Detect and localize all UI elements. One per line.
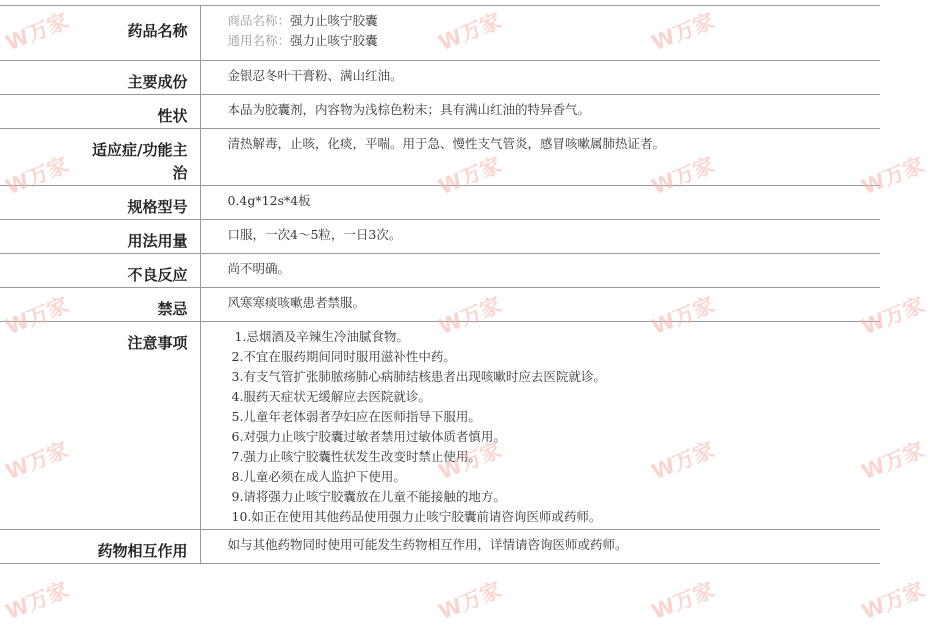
label-specification: 规格型号 xyxy=(0,186,200,220)
value-specification: 0.4g*12s*4板 xyxy=(200,186,880,220)
trade-name: 强力止咳宁胶囊 xyxy=(290,13,378,28)
list-item: 9.请将强力止咳宁胶囊放在儿童不能接触的地方。 xyxy=(231,489,506,504)
label-appearance: 性状 xyxy=(0,95,200,129)
watermark-logo: W万家 xyxy=(2,437,72,485)
label-drug-interactions: 药物相互作用 xyxy=(0,530,200,564)
label-precautions: 注意事项 xyxy=(0,322,200,530)
row-appearance xyxy=(0,95,880,129)
precautions-list xyxy=(228,327,881,527)
value-contraindications: 风寒寒痰咳嗽患者禁服。 xyxy=(200,288,880,322)
watermark-logo: W万家 xyxy=(435,8,505,56)
value-ingredients: 金银忍冬叶干膏粉、满山红油。 xyxy=(200,61,880,95)
value-appearance: 本品为胶囊剂，内容物为浅棕色粉末；具有满山红油的特异香气。 xyxy=(200,95,880,129)
watermark-logo: W万家 xyxy=(648,292,718,340)
label-indications xyxy=(0,129,200,186)
label-drug-name: 药品名称 xyxy=(0,6,200,61)
generic-name: 强力止咳宁胶囊 xyxy=(290,33,378,48)
watermark-logo: W万家 xyxy=(648,577,718,625)
watermark-logo: W万家 xyxy=(435,152,505,200)
watermark-logo: W万家 xyxy=(435,577,505,625)
label-ingredients: 主要成份 xyxy=(0,61,200,95)
label-indications-line2: 治 xyxy=(172,164,188,182)
label-contraindications: 禁忌 xyxy=(0,288,200,322)
watermark-logo: W万家 xyxy=(858,577,928,625)
watermark-logo: W万家 xyxy=(858,292,928,340)
row-drug-interactions xyxy=(0,530,880,564)
watermark-logo: W万家 xyxy=(435,292,505,340)
list-item: 3.有支气管扩张肺脓疡肺心病肺结核患者出现咳嗽时应去医院就诊。 xyxy=(231,369,606,384)
row-drug-name xyxy=(0,6,880,61)
list-item: 2.不宜在服药期间同时服用滋补性中药。 xyxy=(231,349,456,364)
row-specification xyxy=(0,186,880,220)
label-dosage: 用法用量 xyxy=(0,220,200,254)
value-dosage: 口服，一次4～5粒，一日3次。 xyxy=(200,220,880,254)
label-indications-line1: 适应症/功能主 xyxy=(92,141,188,159)
list-item: 7.强力止咳宁胶囊性状发生改变时禁止使用。 xyxy=(231,449,481,464)
watermark-logo: W万家 xyxy=(648,8,718,56)
list-item: 5.儿童年老体弱者孕妇应在医师指导下服用。 xyxy=(231,409,481,424)
value-indications: 清热解毒，止咳，化痰，平喘。用于急、慢性支气管炎，感冒咳嗽属肺热证者。 xyxy=(200,129,880,186)
watermark-logo: W万家 xyxy=(2,152,72,200)
value-drug-interactions: 如与其他药物同时使用可能发生药物相互作用，详情请咨询医师或药师。 xyxy=(200,530,880,564)
row-adverse-reactions xyxy=(0,254,880,288)
row-indications xyxy=(0,129,880,186)
watermark-logo: W万家 xyxy=(648,152,718,200)
row-precautions xyxy=(0,322,880,530)
watermark-logo: W万家 xyxy=(858,437,928,485)
row-dosage xyxy=(0,220,880,254)
list-item: 4.服药天症状无缓解应去医院就诊。 xyxy=(231,389,431,404)
watermark-logo: W万家 xyxy=(2,8,72,56)
watermark-logo: W万家 xyxy=(2,577,72,625)
watermark-logo: W万家 xyxy=(858,152,928,200)
list-item: 10.如正在使用其他药品使用强力止咳宁胶囊前请咨询医师或药师。 xyxy=(231,509,602,524)
watermark-logo: W万家 xyxy=(648,437,718,485)
trade-name-prefix: 商品名称： xyxy=(227,13,291,28)
generic-name-prefix: 通用名称： xyxy=(227,33,291,48)
list-item: 1.忌烟酒及辛辣生冷油腻食物。 xyxy=(234,329,409,344)
value-adverse-reactions: 尚不明确。 xyxy=(200,254,880,288)
watermark-logo: W万家 xyxy=(435,437,505,485)
row-contraindications xyxy=(0,288,880,322)
list-item: 6.对强力止咳宁胶囊过敏者禁用过敏体质者慎用。 xyxy=(231,429,506,444)
drug-spec-table xyxy=(0,5,880,564)
watermark-logo: W万家 xyxy=(2,292,72,340)
value-precautions xyxy=(200,322,880,530)
value-drug-name xyxy=(200,6,880,61)
row-ingredients xyxy=(0,61,880,95)
list-item: 8.儿童必须在成人监护下使用。 xyxy=(231,469,406,484)
label-adverse-reactions: 不良反应 xyxy=(0,254,200,288)
